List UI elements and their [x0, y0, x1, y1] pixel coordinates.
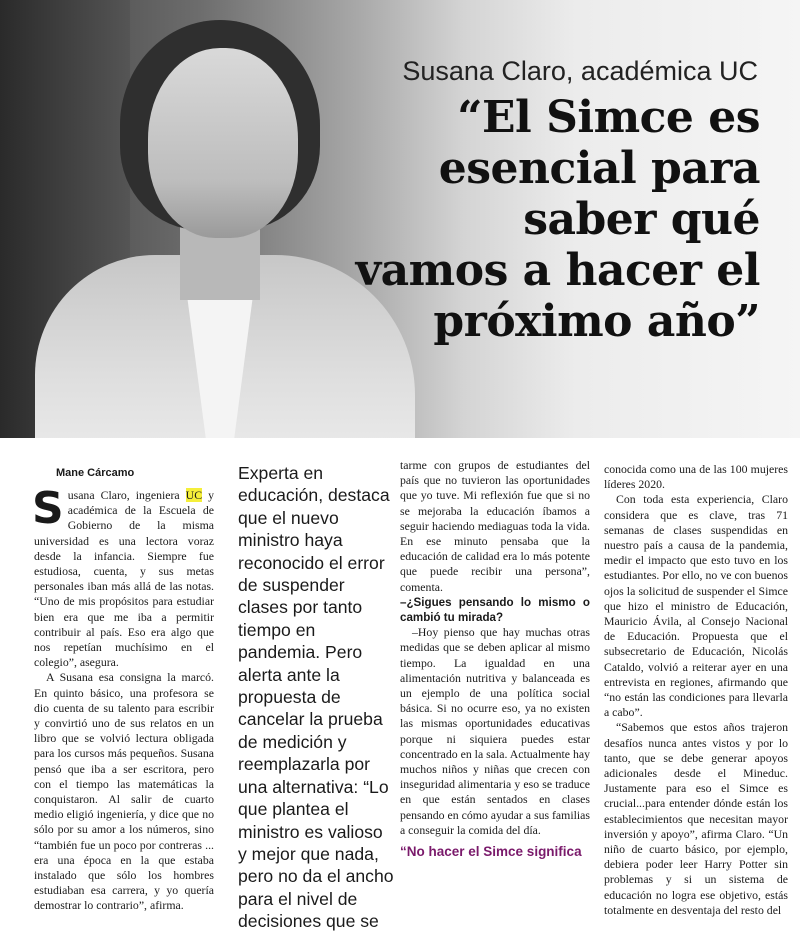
lead-paragraph: Experta en educación, destaca que el nuevo ministro haya reconocido el error de suspender clases por tanto tiempo en pandemia. Pero alerta ante la propuesta de cancelar la prueba de medición y reemplazarla por una alternativa: “Lo que plantea el ministro es valioso y mejor que nada, pero no da el ancho para el nivel de decisiones que se [238, 463, 394, 932]
paragraph: –Hoy pienso que hay muchas otras medidas que se deben aplicar al mismo tiempo. La igualdad en una alimentación nutritiva y balanceada es un ejemplo de una política social básica. Si no ocurre eso, ya no existen las mismas oportunidades educativas porque ni siquiera puedes estar concentrado en la sala. Actualmente hay muchos niños y niñas que crecen con inseguridad alimentaria y eso se traduce en que están sentados en clases pensando en cómo ayudar a sus familias a conseguir la comida del día. [400, 625, 591, 837]
headline [340, 92, 760, 347]
article-column-3 [400, 458, 590, 859]
intro-text-cont: y académica de la Escuela de Gobierno de la misma universidad es una lectora voraz desde la infancia. Siempre fue estudiosa, cuenta, y sus metas personales iban más allá de las notas. “Uno de mis propósitos para estudiar bien era que me iba a permitir contribuir al país. Eso era algo que nos repetían muchísimo en el colegio”, asegura. [34, 488, 214, 670]
pull-quote: “No hacer el Simce significa [400, 844, 582, 860]
headline-line: próximo año” [433, 296, 760, 347]
article-column-2-lead [238, 462, 394, 933]
paragraph: Con toda esta experiencia, Claro considera que es clave, tras 71 semanas de clases suspendidas en nuestro país a causa de la pandemia, medir el impacto que esto tuvo en los estudiantes. Por ello, no ve con buenos ojos la solicitud de suspender el Simce que hizo el ministro de Educación, Mauricio Ávila, al Consejo Nacional de Educación. Propuesta que el subsecretario de Educación, Nicolás Cataldo, volvió a reiterar ayer en una entrevista en regiones, afirmando que “no están las condiciones para llevarla a cabo”. [604, 492, 788, 720]
intro-paragraph [32, 483, 214, 670]
paragraph: tarme con grupos de estudiantes del país que no tuvieron las oportunidades que yo tuve. Mi reflexión fue que si no se mejoraba la educación íbamos a seguir haciendo mediaguas toda la vida. En ese minuto pensaba que la educación de calidad era lo más potente que puede recibir una persona”, comenta. [400, 458, 590, 594]
headline-line: vamos a hacer el [355, 245, 760, 296]
intro-text: usana Claro, ingeniera [67, 488, 186, 502]
portrait-photo [0, 0, 800, 438]
highlighted-text: UC [185, 488, 203, 502]
interview-question: –¿Sigues pensando lo mismo o cambió tu mirada? [400, 595, 590, 625]
paragraph: A Susana esa consigna la marcó. En quinto básico, una profesora se dio cuenta de su talento para escribir y convirtió uno de sus relatos en un libro que se volvió lectura obligada para los cursos más pequeños. Susana pensó que iba a ser escritora, pero con el tiempo las matemáticas la conquistaron. Al salir de cuarto medio eligió ingeniería, y dice que no sólo por su amor a los números, sino “también fue un poco por contreras ... era una época en la que estaba instalado que sólo los hombres estudiaban esa carrera, y yo quería demostrar lo contrario”, afirma. [34, 670, 214, 913]
byline: Mane Cárcamo [56, 467, 135, 479]
paragraph: “Sabemos que estos años trajeron desafíos nunca antes vistos y por lo tanto, que se debe generar apoyos adicionales desde el Mineduc. Justamente para eso el Simce es crucial...para entender dónde están los establecimientos que necesitan mayor inversión y apoyo”, afirma Claro. “Un niño de cuarto básico, por ejemplo, debiera poder leer Harry Potter sin problemas y si un sistema de educación no logra ese objetivo, estás totalmente en desventaja del resto del [604, 720, 788, 917]
article-column-1 [32, 483, 214, 914]
photo-face [148, 48, 298, 238]
article-column-4 [604, 462, 788, 918]
headline-line: esencial para [438, 143, 760, 194]
paragraph: conocida como una de las 100 mujeres líderes 2020. [604, 462, 788, 492]
kicker: Susana Claro, académica UC [402, 56, 758, 86]
headline-line: saber qué [523, 194, 760, 245]
drop-cap: S [32, 483, 64, 534]
headline-line: “El Simce es [457, 92, 760, 143]
